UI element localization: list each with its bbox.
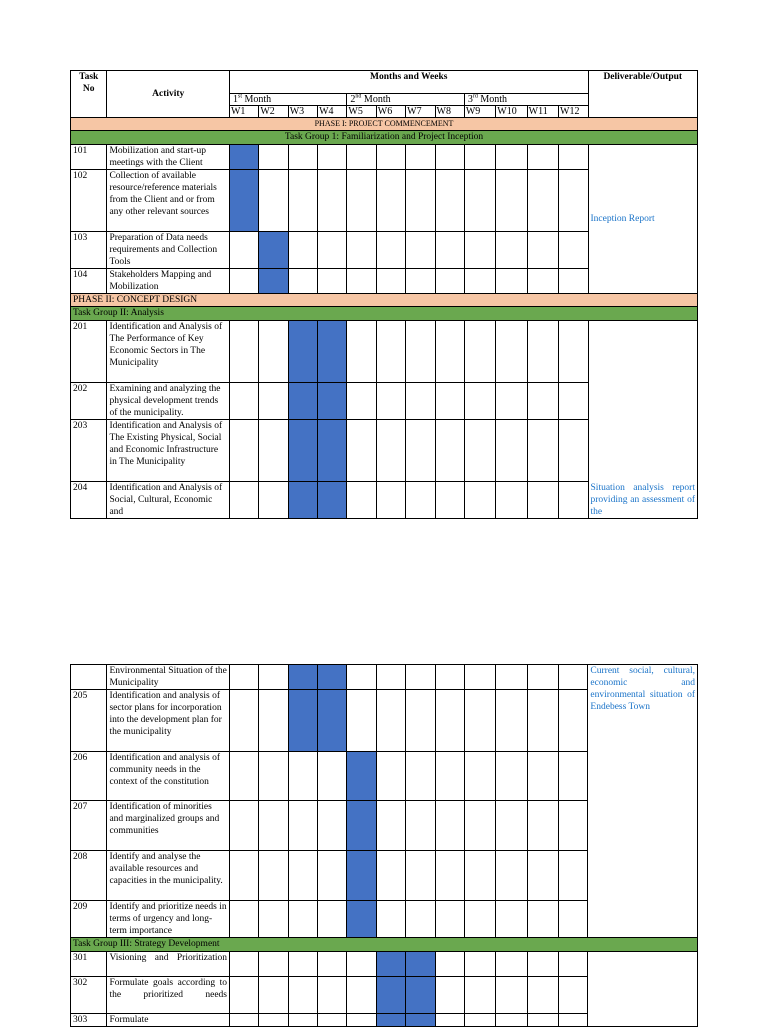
task-number: 104 [71,269,107,294]
activity-text: Collection of available resource/reference materials from the Client and or from any other relevant sources [107,170,230,232]
deliverable-cell [588,145,697,294]
deliverable-header: Deliverable/Output [588,71,697,118]
gantt-empty-cell [406,321,435,383]
week-label: W10 [496,106,527,118]
phase-title: PHASE II: CONCEPT DESIGN [71,294,698,307]
table-row [71,321,698,383]
gantt-bar-cell [259,232,288,269]
gantt-empty-cell [347,690,376,752]
gantt-empty-cell [559,952,588,977]
gantt-empty-cell [464,952,495,977]
month-1: 1st Month [229,94,346,106]
activity-header: Activity [107,71,230,118]
activity-text: Identify and analyse the available resources and capacities in the municipality. [107,851,230,901]
gantt-empty-cell [496,170,527,232]
gantt-empty-cell [527,232,558,269]
gantt-empty-cell [559,145,588,170]
gantt-empty-cell [288,1014,317,1027]
gantt-empty-cell [435,420,464,482]
month-3: 3rd Month [464,94,588,106]
gantt-empty-cell [347,170,376,232]
gantt-empty-cell [527,952,558,977]
task-number: 205 [71,690,107,752]
gantt-empty-cell [288,752,317,801]
gantt-empty-cell [496,383,527,420]
gantt-empty-cell [435,952,464,977]
task-group-title: Task Group III: Strategy Development [71,938,698,952]
gantt-empty-cell [229,269,258,294]
gantt-empty-cell [527,145,558,170]
gantt-empty-cell [406,383,435,420]
deliverable-text: Inception Report [590,214,655,224]
gantt-bar-cell [318,383,347,420]
gantt-empty-cell [496,232,527,269]
gantt-empty-cell [230,851,259,901]
task-number: 302 [71,977,107,1014]
week-label: W4 [318,106,347,118]
gantt-empty-cell [318,977,347,1014]
task-number: 102 [71,170,107,232]
activity-text: Identification and Analysis of The Performance of Key Economic Sectors in The Municipality [107,321,230,383]
gantt-bar-cell [318,482,347,519]
gantt-empty-cell [376,145,405,170]
gantt-empty-cell [435,1014,464,1027]
task-group-title: Task Group 1: Familiarization and Project Inception [71,131,698,145]
gantt-empty-cell [318,170,347,232]
table-row [71,952,698,977]
gantt-empty-cell [559,170,588,232]
gantt-empty-cell [559,1014,588,1027]
gantt-empty-cell [406,851,435,901]
gantt-empty-cell [288,269,317,294]
gantt-empty-cell [559,420,588,482]
activity-text: Identification and analysis of sector plans for incorporation into the development plan for the municipality [107,690,230,752]
gantt-empty-cell [318,145,347,170]
week-label: W3 [288,106,317,118]
week-label: W8 [435,106,464,118]
gantt-empty-cell [527,482,558,519]
task-number: 201 [71,321,107,383]
gantt-empty-cell [496,901,527,938]
gantt-empty-cell [559,383,588,420]
gantt-empty-cell [259,851,288,901]
gantt-empty-cell [259,952,288,977]
activity-text: Identification of minorities and marginalized groups and communities [107,801,230,851]
gantt-empty-cell [464,901,495,938]
gantt-bar-cell [288,690,317,752]
gantt-bar-cell [318,665,347,690]
gantt-bar-cell [376,1014,405,1027]
gantt-empty-cell [496,801,527,851]
activity-text: Mobilization and start-up meetings with the Client [107,145,230,170]
gantt-empty-cell [464,269,495,294]
gantt-empty-cell [464,232,495,269]
gantt-empty-cell [318,1014,347,1027]
gantt-empty-cell [527,801,558,851]
gantt-empty-cell [376,269,405,294]
activity-text: Identify and prioritize needs in terms of urgency and long-term importance [107,901,230,938]
gantt-bar-cell [318,420,347,482]
gantt-empty-cell [288,977,317,1014]
gantt-empty-cell [435,321,464,383]
gantt-empty-cell [406,901,435,938]
gantt-empty-cell [464,690,495,752]
gantt-empty-cell [259,977,288,1014]
gantt-empty-cell [406,269,435,294]
task-group-title: Task Group II: Analysis [71,307,698,321]
gantt-empty-cell [464,752,495,801]
gantt-empty-cell [559,269,588,294]
deliverable-text: Situation analysis report providing an assessment of the [590,483,695,517]
gantt-empty-cell [230,665,259,690]
week-label: W11 [527,106,558,118]
gantt-empty-cell [259,383,288,420]
gantt-empty-cell [559,977,588,1014]
gantt-bar-cell [229,145,258,170]
gantt-empty-cell [406,420,435,482]
gantt-empty-cell [496,420,527,482]
gantt-empty-cell [376,665,405,690]
gantt-empty-cell [259,170,288,232]
gantt-empty-cell [559,752,588,801]
week-label: W2 [259,106,288,118]
gantt-empty-cell [464,851,495,901]
gantt-empty-cell [496,1014,527,1027]
gantt-bar-cell [347,901,376,938]
gantt-empty-cell [347,321,376,383]
gantt-empty-cell [406,690,435,752]
gantt-bar-cell [347,801,376,851]
gantt-empty-cell [230,977,259,1014]
gantt-empty-cell [347,269,376,294]
months-weeks-header: Months and Weeks [229,71,588,94]
week-label: W5 [347,106,376,118]
gantt-empty-cell [464,977,495,1014]
table-row [71,145,698,170]
gantt-empty-cell [559,232,588,269]
gantt-empty-cell [559,901,588,938]
gantt-empty-cell [347,1014,376,1027]
gantt-bar-cell [376,977,405,1014]
gantt-bar-cell [288,383,317,420]
gantt-bar-cell [406,977,435,1014]
gantt-empty-cell [496,269,527,294]
gantt-empty-cell [288,145,317,170]
gantt-empty-cell [347,232,376,269]
gantt-empty-cell [259,482,288,519]
gantt-empty-cell [527,383,558,420]
gantt-empty-cell [229,482,258,519]
gantt-empty-cell [318,232,347,269]
task-number: 103 [71,232,107,269]
gantt-empty-cell [347,665,376,690]
gantt-empty-cell [376,690,405,752]
gantt-empty-cell [347,977,376,1014]
gantt-empty-cell [347,383,376,420]
gantt-empty-cell [464,321,495,383]
gantt-empty-cell [496,952,527,977]
gantt-empty-cell [527,269,558,294]
week-label: W7 [406,106,435,118]
gantt-empty-cell [435,801,464,851]
gantt-empty-cell [435,752,464,801]
gantt-empty-cell [288,170,317,232]
gantt-empty-cell [559,321,588,383]
gantt-empty-cell [464,482,495,519]
gantt-empty-cell [559,690,588,752]
week-label: W12 [559,106,588,118]
gantt-bar-cell [288,665,317,690]
gantt-empty-cell [318,851,347,901]
gantt-empty-cell [406,232,435,269]
gantt-empty-cell [318,752,347,801]
gantt-empty-cell [435,901,464,938]
gantt-empty-cell [464,170,495,232]
gantt-empty-cell [259,901,288,938]
gantt-empty-cell [496,690,527,752]
month-2: 2nd Month [347,94,464,106]
task-number: 204 [71,482,107,519]
task-number: 203 [71,420,107,482]
gantt-empty-cell [288,232,317,269]
gantt-empty-cell [435,482,464,519]
gantt-empty-cell [347,420,376,482]
phase-title: PHASE I: PROJECT COMMENCEMENT [71,118,698,131]
gantt-empty-cell [527,665,558,690]
gantt-empty-cell [259,1014,288,1027]
gantt-empty-cell [406,752,435,801]
gantt-empty-cell [318,952,347,977]
gantt-empty-cell [406,170,435,232]
gantt-bar-cell [288,321,317,383]
gantt-empty-cell [376,482,405,519]
schedule-table-bottom [70,664,698,1027]
gantt-empty-cell [376,232,405,269]
gantt-bar-cell [347,752,376,801]
gantt-empty-cell [259,801,288,851]
activity-text: Identification and analysis of community needs in the context of the constitution [107,752,230,801]
week-label: W9 [464,106,495,118]
gantt-empty-cell [259,665,288,690]
gantt-empty-cell [435,170,464,232]
gantt-empty-cell [376,801,405,851]
gantt-empty-cell [527,977,558,1014]
deliverable-cell [588,321,697,519]
gantt-empty-cell [464,665,495,690]
gantt-empty-cell [229,383,258,420]
deliverable-text: Current social, cultural, economic and environmental situation of Endebess Town [590,666,695,712]
task-number: 206 [71,752,107,801]
gantt-empty-cell [318,901,347,938]
week-label: W1 [229,106,258,118]
activity-text: Environmental Situation of the Municipality [107,665,230,690]
gantt-empty-cell [496,482,527,519]
gantt-empty-cell [406,145,435,170]
gantt-empty-cell [435,145,464,170]
gantt-empty-cell [496,145,527,170]
gantt-empty-cell [376,901,405,938]
gantt-empty-cell [288,901,317,938]
gantt-bar-cell [259,269,288,294]
gantt-empty-cell [527,170,558,232]
gantt-empty-cell [318,801,347,851]
schedule-table-top [70,70,698,519]
activity-text: Stakeholders Mapping and Mobilization [107,269,230,294]
task-number: 301 [71,952,107,977]
gantt-bar-cell [318,321,347,383]
task-number: 209 [71,901,107,938]
gantt-bar-cell [376,952,405,977]
activity-text: Preparation of Data needs requirements and Collection Tools [107,232,230,269]
gantt-empty-cell [496,665,527,690]
activity-text: Formulate goals according to the prioritized needs [107,977,230,1014]
table-row [71,665,698,690]
gantt-empty-cell [230,901,259,938]
gantt-empty-cell [435,232,464,269]
gantt-empty-cell [527,901,558,938]
gantt-empty-cell [376,752,405,801]
gantt-empty-cell [376,321,405,383]
gantt-empty-cell [259,752,288,801]
gantt-empty-cell [259,690,288,752]
task-no-header: Task No [71,71,107,118]
task-number: 101 [71,145,107,170]
gantt-empty-cell [230,690,259,752]
gantt-bar-cell [288,420,317,482]
gantt-empty-cell [464,383,495,420]
gantt-empty-cell [527,321,558,383]
gantt-empty-cell [435,977,464,1014]
gantt-empty-cell [406,801,435,851]
gantt-empty-cell [527,690,558,752]
gantt-empty-cell [376,851,405,901]
gantt-empty-cell [435,665,464,690]
activity-text: Formulate [107,1014,230,1027]
gantt-empty-cell [406,665,435,690]
gantt-empty-cell [347,952,376,977]
gantt-empty-cell [464,145,495,170]
gantt-empty-cell [527,1014,558,1027]
task-number: 202 [71,383,107,420]
gantt-empty-cell [259,321,288,383]
week-label: W6 [376,106,405,118]
gantt-empty-cell [229,321,258,383]
gantt-empty-cell [347,145,376,170]
task-number [71,665,107,690]
task-number: 207 [71,801,107,851]
gantt-empty-cell [230,1014,259,1027]
gantt-empty-cell [230,952,259,977]
activity-text: Identification and Analysis of The Existing Physical, Social and Economic Infrastructure in The Municipality [107,420,230,482]
gantt-empty-cell [229,232,258,269]
gantt-empty-cell [559,665,588,690]
gantt-empty-cell [496,321,527,383]
gantt-empty-cell [376,383,405,420]
gantt-empty-cell [376,170,405,232]
gantt-empty-cell [259,145,288,170]
gantt-empty-cell [318,269,347,294]
gantt-empty-cell [559,851,588,901]
gantt-empty-cell [496,977,527,1014]
gantt-empty-cell [347,482,376,519]
gantt-empty-cell [230,801,259,851]
gantt-bar-cell [288,482,317,519]
gantt-empty-cell [229,420,258,482]
gantt-empty-cell [527,851,558,901]
gantt-empty-cell [435,269,464,294]
gantt-empty-cell [376,420,405,482]
deliverable-cell [588,952,698,1027]
gantt-bar-cell [229,170,258,232]
gantt-bar-cell [347,851,376,901]
gantt-empty-cell [464,420,495,482]
gantt-empty-cell [496,752,527,801]
gantt-empty-cell [230,752,259,801]
task-number: 208 [71,851,107,901]
gantt-empty-cell [435,690,464,752]
gantt-bar-cell [318,690,347,752]
gantt-empty-cell [288,801,317,851]
gantt-empty-cell [464,801,495,851]
activity-text: Identification and Analysis of Social, Cultural, Economic and [107,482,230,519]
gantt-empty-cell [559,482,588,519]
gantt-bar-cell [406,1014,435,1027]
gantt-empty-cell [435,383,464,420]
deliverable-cell [588,665,698,938]
gantt-empty-cell [406,482,435,519]
gantt-empty-cell [464,1014,495,1027]
gantt-empty-cell [527,752,558,801]
gantt-empty-cell [259,420,288,482]
task-number: 303 [71,1014,107,1027]
gantt-bar-cell [406,952,435,977]
gantt-empty-cell [559,801,588,851]
gantt-empty-cell [527,420,558,482]
gantt-empty-cell [435,851,464,901]
gantt-empty-cell [288,851,317,901]
activity-text: Examining and analyzing the physical development trends of the municipality. [107,383,230,420]
activity-text: Visioning and Prioritization [107,952,230,977]
gantt-empty-cell [496,851,527,901]
gantt-empty-cell [288,952,317,977]
